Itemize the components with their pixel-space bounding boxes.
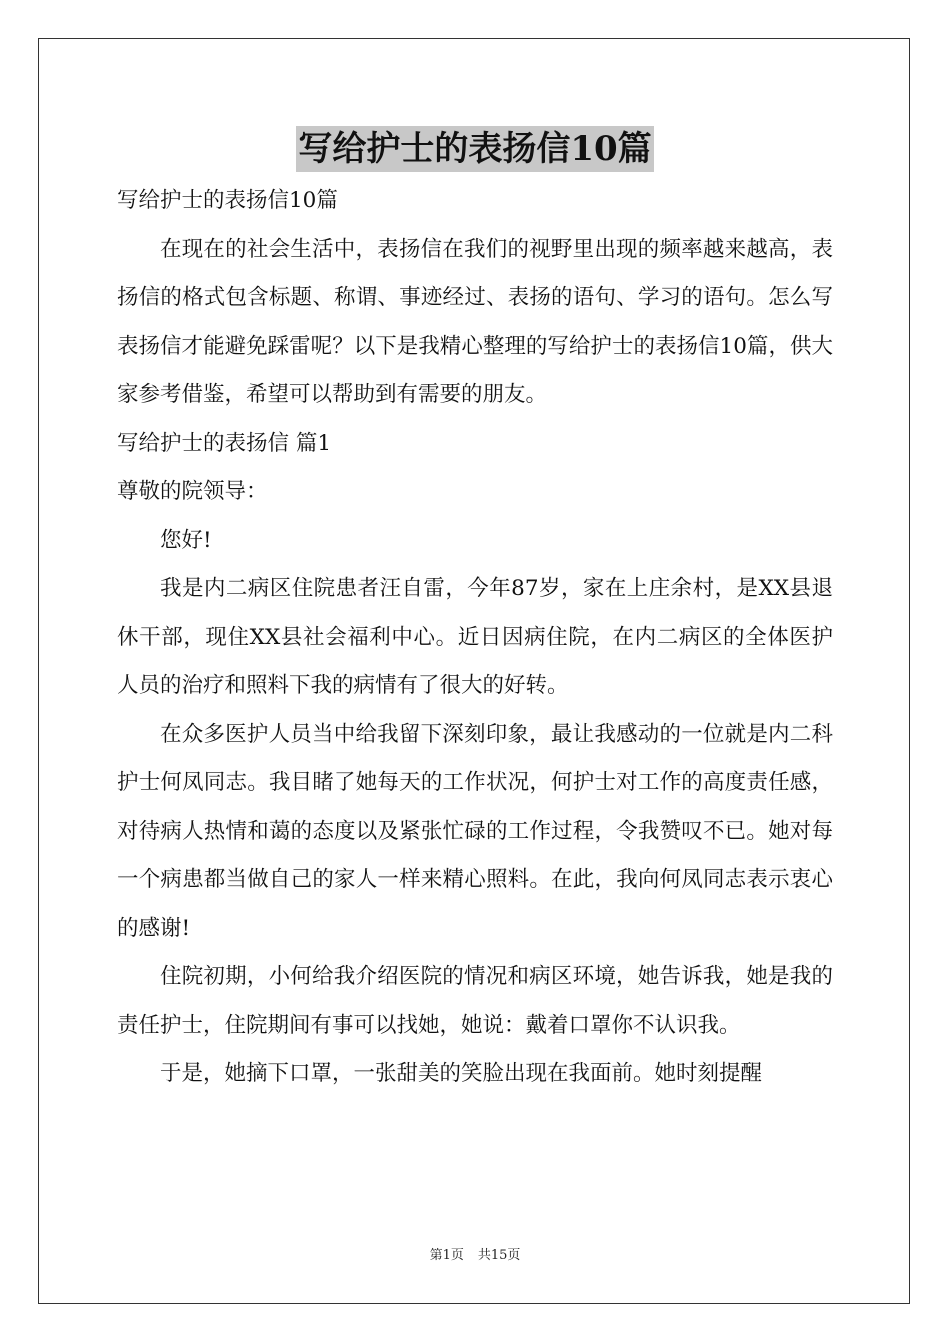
body-paragraph: 在众多医护人员当中给我留下深刻印象，最让我感动的一位就是内二科护士何凤同志。我目睹了她每天的工作状况，何护士对工作的高度责任感，对待病人热情和蔼的态度以及紧张忙碌的工作过程，令我赞叹不已。她对每一个病患都当做自己的家人一样来精心照料。在此，我向何凤同志表示衷心的感谢! [117, 721, 833, 941]
page-total: 共15页 [477, 1248, 521, 1263]
greeting: 您好! [160, 527, 212, 553]
subtitle: 写给护士的表扬信10篇 [117, 188, 338, 213]
body-paragraph: 我是内二病区住院患者汪自雷，今年87岁，家在上庄余村，是XX县退休干部，现住XX县社会福利中心。近日因病住院，在内二病区的全体医护人员的治疗和照料下我的病情有了很大的好转。 [117, 576, 833, 698]
salutation: 尊敬的院领导： [117, 479, 268, 504]
document-title: 写给护士的表扬信10篇 [296, 126, 653, 172]
intro-paragraph: 在现在的社会生活中，表扬信在我们的视野里出现的频率越来越高，表扬信的格式包含标题、称谓、事迹经过、表扬的语句、学习的语句。怎么写表扬信才能避免踩雷呢？以下是我精心整理的写给护士的表扬信10篇，供大家参考借鉴，希望可以帮助到有需要的朋友。 [117, 236, 833, 407]
page-footer [0, 1244, 950, 1263]
body-paragraph: 住院初期，小何给我介绍医院的情况和病区环境，她告诉我，她是我的责任护士，住院期间有事可以找她，她说：戴着口罩你不认识我。 [117, 964, 833, 1038]
body-paragraph: 于是，她摘下口罩，一张甜美的笑脸出现在我面前。她时刻提醒 [160, 1061, 763, 1086]
page-number: 第1页 [429, 1248, 464, 1263]
title-wrap [0, 126, 950, 172]
document-body [117, 177, 833, 1099]
section-heading: 写给护士的表扬信 篇1 [117, 430, 332, 456]
